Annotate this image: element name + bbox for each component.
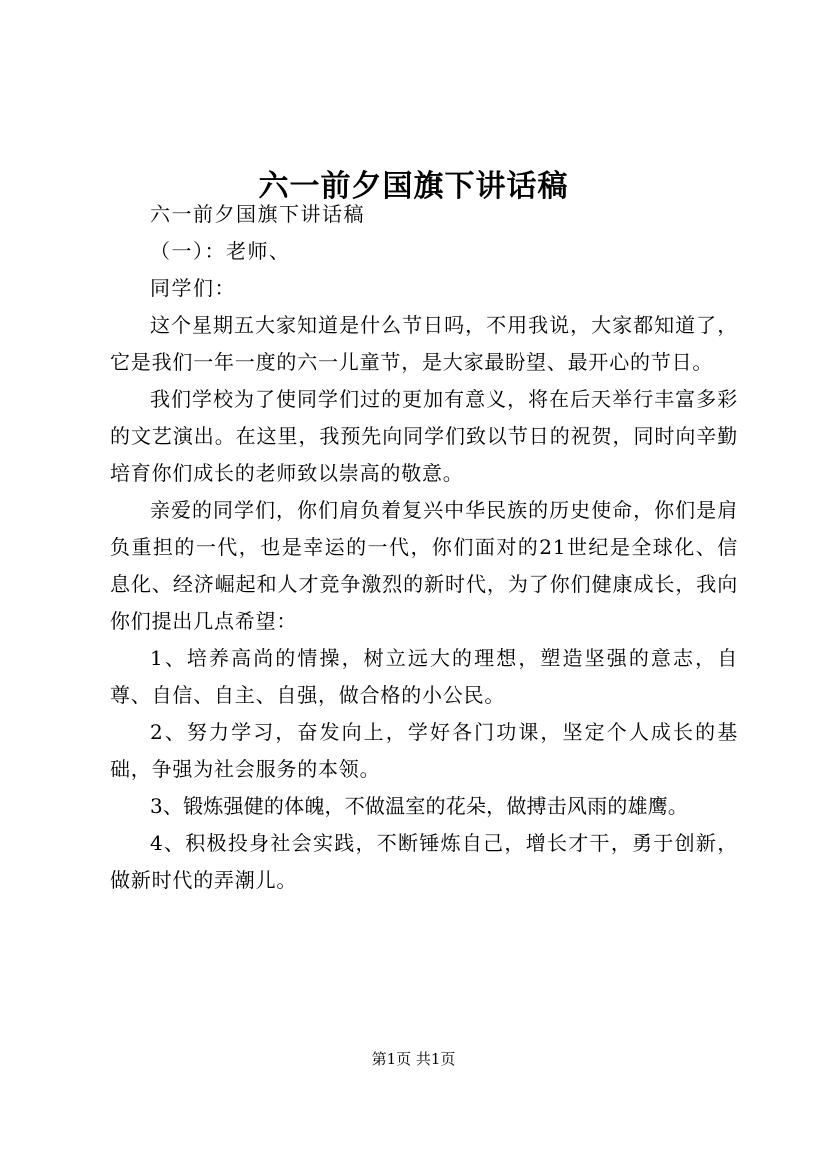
paragraph-performance: 我们学校为了使同学们过的更加有意义，将在后天举行丰富多彩的文艺演出。在这里，我预先向同学们致以节日的祝贺，同时向辛勤培育你们成长的老师致以崇高的敬意。 [110,387,738,485]
document-body [110,196,738,899]
paragraph-hope-3: 3、锻炼强健的体魄，不做温室的花朵，做搏击风雨的雄鹰。 [150,794,689,818]
paragraph-intro: 这个星期五大家知道是什么节日吗，不用我说，大家都知道了，它是我们一年一度的六一儿童节，是大家最盼望、最开心的节日。 [110,313,738,374]
document-title: 六一前夕国旗下讲话稿 [258,169,569,205]
paragraph-salutation: 同学们： [150,276,236,300]
paragraph-hope-1: 1、培养高尚的情操，树立远大的理想，塑造坚强的意志，自尊、自信、自主、自强，做合格的小公民。 [110,646,738,707]
paragraph-hope-4: 4、积极投身社会实践，不断锤炼自己，增长才干，勇于创新，做新时代的弄潮儿。 [110,831,738,892]
paragraph-mission: 亲爱的同学们，你们肩负着复兴中华民族的历史使命，你们是肩负重担的一代，也是幸运的一代，你们面对的21世纪是全球化、信息化、经济崛起和人才竞争激烈的新时代，为了你们健康成长，我向你们提出几点希望： [110,498,738,633]
page-number-footer: 第1页 共1页 [371,1050,456,1068]
paragraph-section-label: （一）：老师、 [150,239,291,263]
paragraph-heading: 六一前夕国旗下讲话稿 [150,202,365,226]
paragraph-hope-2: 2、努力学习，奋发向上，学好各门功课，坚定个人成长的基础，争强为社会服务的本领。 [110,720,738,781]
